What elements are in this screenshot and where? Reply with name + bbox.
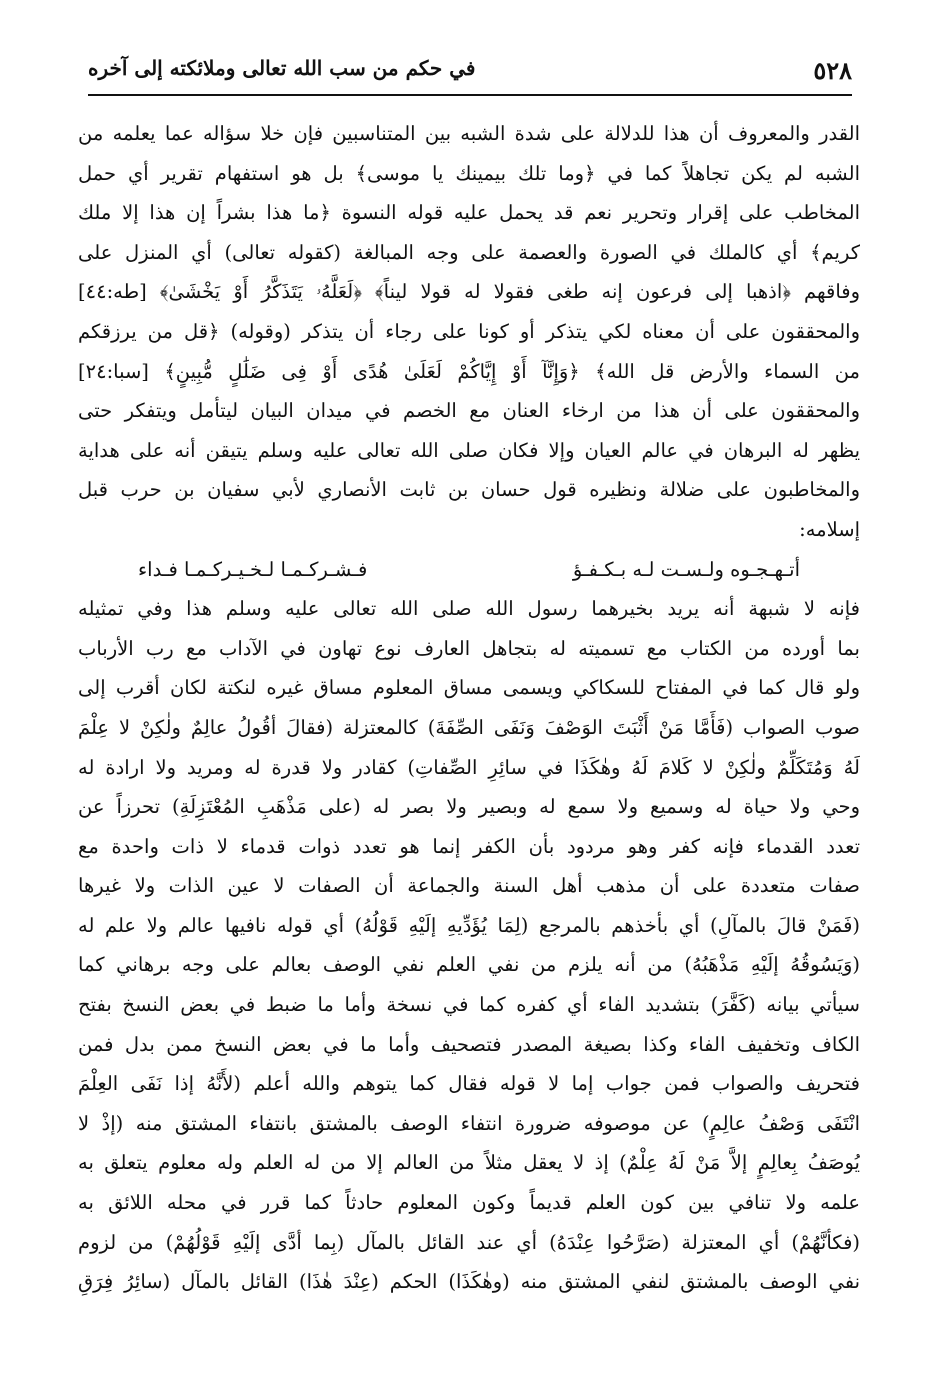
body-text	[78, 114, 860, 1302]
text-line: الكاف وتخفيف الفاء وكذا بصيغة المصدر فتصحيف وأما ما في بعض النسخ ممن بدل فمن	[78, 1032, 860, 1056]
page-header	[88, 52, 852, 92]
text-line: علمه ولا تنافي بين كون العلم قديماً وكون المعلوم حادثاً كما قرر في محله اللائق به	[78, 1191, 860, 1215]
text-line: صوب الصواب (فَأَمَّا مَنْ أَثْبَتَ الوَصْفَ وَنَفَى الصِّفَةَ) كالمعتزلة (فقالَ أقُولُ عالِمٌ ولٰكِنْ لا عِلْمَ	[78, 715, 860, 739]
verse-first-hemistich: أتـهـجـوه ولـسـت لـه بـكـفـؤ	[572, 557, 800, 581]
text-line: (فكأنَّهُمْ) أي المعتزلة (صَرَّحُوا عِنْدَهُ) أي عند القائل بالمآل (بِما أدَّى إلَيْهِ قَوْلُهُمْ) من لزوم	[78, 1230, 860, 1254]
text-line: من السماء والأرض قل الله﴾ ﴿وَإِنَّآ أَوْ إِيَّاكُمْ لَعَلَىٰ هُدًى أَوْ فِى ضَلَٰلٍ مُّبِينٍ﴾ [سبا:٢٤]	[78, 359, 860, 383]
text-line: والمحققون على أن معناه لكي يتذكر أو كونا على رجاء أن يتذكر (وقوله) ﴿قل من يرزقكم	[78, 319, 860, 343]
text-line: إسلامه:	[799, 517, 860, 541]
text-line: (وَيَسُوقُهُ إلَيْهِ مَذْهَبُهُ) من أنه يلزم من نفي العلم نفي الوصف بعالم على وجه برهاني كما	[78, 953, 860, 977]
text-line: يظهر له البرهان في عالم العيان وإلا فكان صلى الله تعالى عليه وسلم يتيقن أنه على هداية	[78, 438, 860, 462]
text-line: كريم﴾ أي كالملك في الصورة والعصمة على وجه المبالغة (كقوله تعالى) أي المنزل على	[78, 240, 860, 264]
text-line: يُوصَفُ بِعالِمٍ إلاَّ مَنْ لَهُ عِلْمٌ) إذ لا يعقل مثلاً من العالم إلا من له العلم وله معلوم يتعلق به	[78, 1151, 860, 1175]
text-line: فتحريف والصواب فمن جواب إما لا قوله فقال كما يتوهم والله أعلم (لأَنَّهُ إذا نَفَى العِلْمَ	[78, 1072, 860, 1096]
text-line: وحي ولا حياة له وسميع ولا سمع له وبصير ولا بصر له (على مَذْهَبِ المُعْتَزِلَةِ) تحرزاً عن	[78, 795, 860, 819]
text-line: ولو قال كما في المفتاح للسكاكي ويسمى مساق المعلوم مساق غيره لنكتة لكان أقرب إلى	[78, 676, 860, 700]
page-number: ٥٢٨	[813, 56, 852, 85]
text-line: والمحققون على أن هذا من ارخاء العنان مع الخصم في ميدان البيان ليتأمل ويتفكر حتى	[78, 399, 860, 423]
header-rule	[88, 94, 852, 96]
text-line: بما أورده من الكتاب مع تسميته له بتجاهل العارف نوع تهاون في الآداب مع رب الأرباب	[78, 636, 860, 660]
text-line: المخاطب على إقرار وتحرير نعم قد يحمل عليه قوله النسوة ﴿ما هذا بشراً إن هذا إلا ملك	[78, 201, 860, 225]
text-line: تعدد القدماء فإنه كفر وهو مردود بأن الكفر إنما هو تعدد ذوات قدماء لا ذات واحدة مع	[78, 834, 860, 858]
text-line: والمخاطبون على ضلالة ونظيره قول حسان بن ثابت الأنصاري لأبي سفيان بن حرب قبل	[78, 478, 860, 502]
text-line: (فَمَنْ قالَ بالمآلِ) أي بأخذهم بالمرجع (لِمَا يُؤَدِّيهِ إلَيْهِ قَوْلُهُ) أي قوله نافيها عالم ولا علم له	[78, 913, 860, 937]
text-line: وفاقهم ﴿اذهبا إلى فرعون إنه طغى فقولا له قولا ليناً﴾ ﴿لَعَلَّهُۥ يَتَذَكَّرُ أَوْ يَخْشَىٰ﴾ [طه:٤٤]	[78, 280, 860, 304]
verse-second-hemistich: فـشـركـمـا لـخـيـركـمـا فـداء	[138, 557, 368, 581]
text-line: سيأتي بيانه (كَفَّرَ) بتشديد الفاء أي كفره كما في نسخة وأما ما ضبط في بعض النسخ بفتح	[78, 993, 860, 1017]
running-title: في حكم من سب الله تعالى وملائكته إلى آخره	[88, 56, 476, 80]
text-line: الشبه لم يكن تجاهلاً كما في ﴿وما تلك بيمينك يا موسى﴾ بل هو استفهام تقرير أي حمل	[78, 161, 860, 185]
text-line: لَهُ وَمُتَكَلِّمٌ ولٰكِنْ لا كَلامَ لَهُ وهٰكَذَا في سائِرِ الصِّفاتِ) كقادر ولا قدرة له ومريد ولا ارادة له	[78, 755, 860, 779]
text-line: انْتَفَى وَصْفُ عالِمٍ) عن موصوفه ضرورة انتفاء الوصف بالمشتق بانتفاء المشتق منه (إذْ لا	[78, 1111, 860, 1135]
poem-verse	[78, 550, 860, 590]
text-line: نفي الوصف بالمشتق لنفي المشتق منه (وهٰكَذَا) الحكم (عِنْدَ هٰذَا) القائل بالمآل (سائِرُ فِرَقِ	[78, 1270, 860, 1294]
text-line: فإنه لا شبهة أنه يريد بخيرهما رسول الله صلى الله تعالى عليه وسلم هذا وفي تمثيله	[78, 597, 860, 621]
text-line: صفات متعددة على أن مذهب أهل السنة والجماعة أن الصفات لا عين الذات ولا غيرها	[78, 874, 860, 898]
text-line: القدر والمعروف أن هذا للدلالة على شدة الشبه بين المتناسبين فإن خلا سؤاله عما يعلمه من	[78, 122, 860, 145]
